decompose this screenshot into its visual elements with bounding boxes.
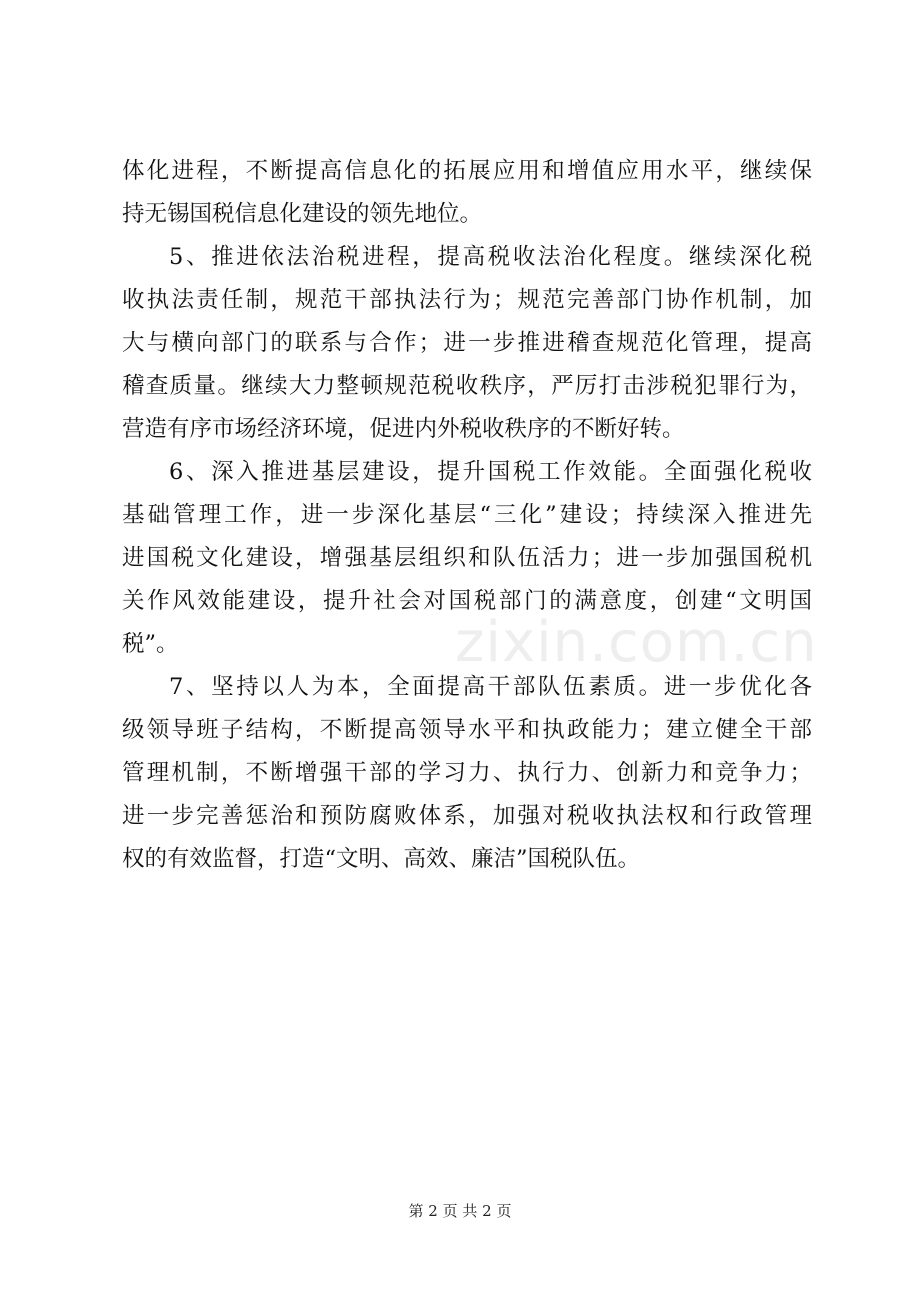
page-footer: 第 2 页 共 2 页 xyxy=(408,1202,512,1220)
watermark: zixin.com.cn xyxy=(455,610,818,675)
paragraph-item-5 xyxy=(122,236,812,451)
text-line: 权的有效监督，打造“文明、高效、廉洁”国税队伍。 xyxy=(122,846,641,872)
text-line: 营造有序市场经济环境，促进内外税收秩序的不断好转。 xyxy=(122,416,685,442)
text-line: 5、推进依法治税进程，提高税收法治化程度。继续深化税 xyxy=(169,244,812,270)
text-line: 大与横向部门的联系与合作；进一步推进稽查规范化管理，提高 xyxy=(122,330,812,356)
document-body xyxy=(122,150,812,881)
text-line: 税”。 xyxy=(122,631,179,657)
text-line: 管理机制，不断增强干部的学习力、执行力、创新力和竞争力； xyxy=(122,760,812,786)
paragraph-continuation xyxy=(122,150,812,236)
text-line: 体化进程，不断提高信息化的拓展应用和增值应用水平，继续保 xyxy=(122,158,812,184)
text-line: 7、坚持以人为本，全面提高干部队伍素质。进一步优化各 xyxy=(169,674,812,700)
text-line: 基础管理工作，进一步深化基层“三化”建设；持续深入推进先 xyxy=(122,502,812,528)
paragraph-item-7 xyxy=(122,666,812,881)
text-line: 稽查质量。继续大力整顿规范税收秩序，严厉打击涉税犯罪行为， xyxy=(122,373,812,399)
text-line: 收执法责任制，规范干部执法行为；规范完善部门协作机制，加 xyxy=(122,287,812,313)
text-line: 6、深入推进基层建设，提升国税工作效能。全面强化税收 xyxy=(169,459,812,485)
text-line: 级领导班子结构，不断提高领导水平和执政能力；建立健全干部 xyxy=(122,717,812,743)
text-line: 进一步完善惩治和预防腐败体系，加强对税收执法权和行政管理 xyxy=(122,803,812,829)
text-line: 进国税文化建设，增强基层组织和队伍活力；进一步加强国税机 xyxy=(122,545,812,571)
text-line: 关作风效能建设，提升社会对国税部门的满意度，创建“文明国 xyxy=(122,588,812,614)
text-line: 持无锡国税信息化建设的领先地位。 xyxy=(122,201,483,227)
